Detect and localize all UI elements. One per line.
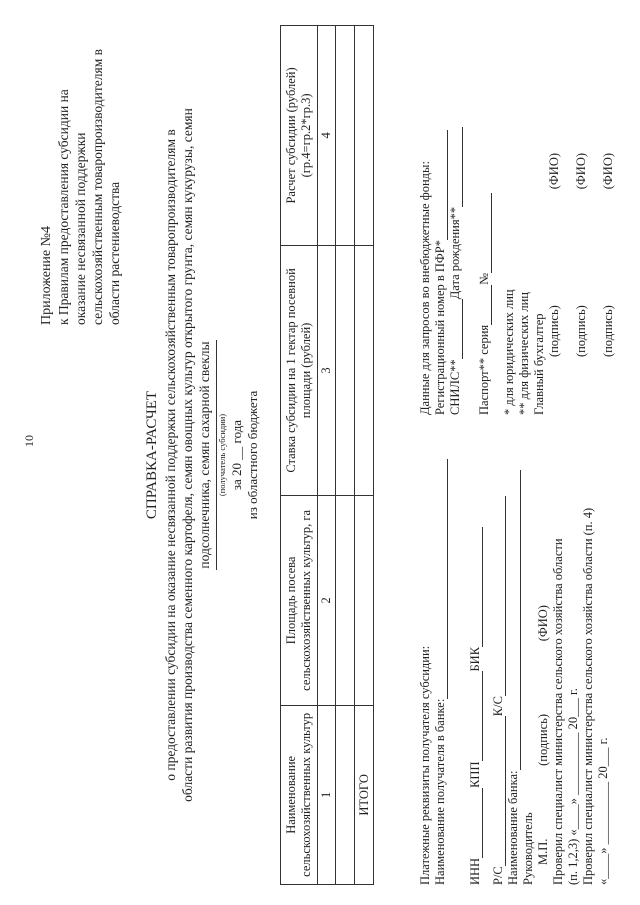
head-fio-caption: (ФИО) — [536, 605, 550, 642]
head-sign-row — [536, 605, 551, 885]
bank-name-row — [433, 435, 448, 885]
funds-title: Данные для запросов во внебюджетные фонды: — [418, 161, 432, 415]
bik-label: БИК — [468, 646, 482, 672]
heading-line: о предоставлении субсидии на оказание несвязанной поддержки сельскохозяйственным товаропроизводителям в — [163, 129, 178, 781]
kpp-line — [470, 672, 483, 762]
payment-details — [418, 435, 611, 885]
mp-label: М.П. — [536, 838, 550, 865]
funds-details — [418, 25, 616, 415]
rotated-page — [38, 25, 618, 885]
table-header: Ставка субсидии на 1 гектар посевной площади (рублей) — [281, 245, 318, 495]
table-header-row — [281, 26, 318, 885]
table-header: Расчет субсидии (рублей) (гр.4=гр.2*гр.3) — [281, 26, 318, 246]
period-text: за 20 __ года — [229, 419, 244, 491]
bank-name-label: Наименование получателя в банке: — [433, 698, 447, 885]
payment-title: Платежные реквизиты получателя субсидии: — [418, 645, 432, 885]
snils-line — [450, 299, 463, 359]
table-cell: 1 — [318, 705, 336, 884]
ks-line — [493, 496, 506, 696]
ks-label: К/С — [491, 696, 505, 717]
heading-line: области развития производства семенного картофеля, семян овощных культур открытого грунта, семян кукурузы, семян — [180, 108, 195, 802]
accountant-fio-caption: (ФИО) — [547, 152, 561, 190]
birth-line — [450, 127, 463, 207]
table-row — [336, 26, 355, 885]
checked1-text: Проверил специалист министерства сельского хозяйства области — [551, 538, 565, 885]
table-row — [318, 26, 336, 885]
table-header: Площадь посева сельскохозяйственных культур, га — [281, 496, 318, 706]
passport-number-line — [479, 193, 492, 273]
table-cell — [336, 705, 355, 884]
birth-label: Дата рождения** — [448, 206, 462, 300]
accountant-label: Главный бухгалтер — [532, 313, 546, 415]
table-header: Наименование сельскохозяйственных культур — [281, 705, 318, 884]
appendix-line: к Правилам предоставления субсидии на — [56, 89, 71, 325]
accountant-sign-caption: (подпись) — [547, 305, 561, 358]
account-row — [491, 435, 506, 885]
bik-line — [470, 527, 483, 647]
document-heading — [144, 25, 213, 885]
table-cell — [355, 245, 374, 495]
note-legal: * для юридических лиц — [502, 289, 516, 415]
head-label: Руководитель — [521, 812, 535, 885]
rs-label: Р/С — [491, 866, 505, 885]
table-cell — [336, 496, 355, 706]
reg-label: Регистрационный номер в ПФР* — [433, 240, 447, 415]
appendix-title: Приложение №4 — [39, 226, 54, 325]
table-total-row — [355, 26, 374, 885]
table-cell — [336, 26, 355, 246]
bank-line — [508, 470, 521, 770]
checker1-sign-caption: (подпись) — [574, 305, 588, 358]
bank-row — [506, 435, 521, 885]
passport-label: Паспорт** серия — [477, 324, 491, 415]
rs-line — [493, 716, 506, 866]
snils-row — [448, 25, 463, 415]
checker1-sign-row — [574, 95, 589, 415]
bank-name-line — [435, 459, 448, 699]
inn-row — [468, 435, 483, 885]
table-cell — [355, 26, 374, 246]
total-label: ИТОГО — [355, 705, 374, 884]
recipient-caption: (получатель субсидии) — [217, 413, 227, 497]
checked2-text: Проверил специалист министерства сельского хозяйства области (п. 4) — [581, 507, 595, 885]
reg-row — [433, 25, 448, 415]
passport-row — [477, 25, 492, 415]
head-sign-caption: (подпись) — [536, 713, 550, 766]
appendix-line: оказание несвязанной поддержки — [73, 132, 88, 325]
table-cell: 4 — [318, 26, 336, 246]
inn-line — [470, 788, 483, 858]
appendix-line: сельскохозяйственным товаропроизводителям в — [90, 49, 105, 325]
subsidy-table — [280, 25, 374, 885]
note-physical: ** для физических лиц — [517, 292, 531, 415]
checker1-fio-caption: (ФИО) — [574, 152, 588, 190]
heading-line: подсолнечника, семян сахарной свеклы — [197, 341, 212, 569]
table-cell — [336, 245, 355, 495]
table-cell — [355, 496, 374, 706]
kpp-label: КПП — [468, 761, 482, 788]
appendix-line: области растениеводства — [107, 181, 122, 325]
accountant-sign-row — [547, 95, 562, 415]
budget-text: из областного бюджета — [245, 390, 260, 520]
checked2-date: «____» __________ 20___ г. — [596, 737, 610, 885]
table-cell: 3 — [318, 245, 336, 495]
document-title: СПРАВКА-РАСЧЕТ — [144, 390, 160, 520]
passport-number-label: № — [477, 272, 491, 285]
checker2-fio-caption: (ФИО) — [601, 152, 615, 190]
inn-label: ИНН — [468, 857, 482, 885]
passport-series-line — [479, 285, 492, 325]
snils-label: СНИЛС** — [448, 359, 462, 415]
bank-label: Наименование банка: — [506, 770, 520, 885]
checker2-sign-row — [601, 95, 616, 415]
recipient-block — [216, 315, 261, 595]
checked1-date: (п. 1,2,3) «____» __________ 20___ г. — [566, 688, 580, 885]
checker2-sign-caption: (подпись) — [601, 305, 615, 358]
reg-line — [435, 130, 448, 240]
page-number: 10 — [22, 435, 36, 447]
table-cell: 2 — [318, 496, 336, 706]
appendix-block — [38, 25, 123, 325]
